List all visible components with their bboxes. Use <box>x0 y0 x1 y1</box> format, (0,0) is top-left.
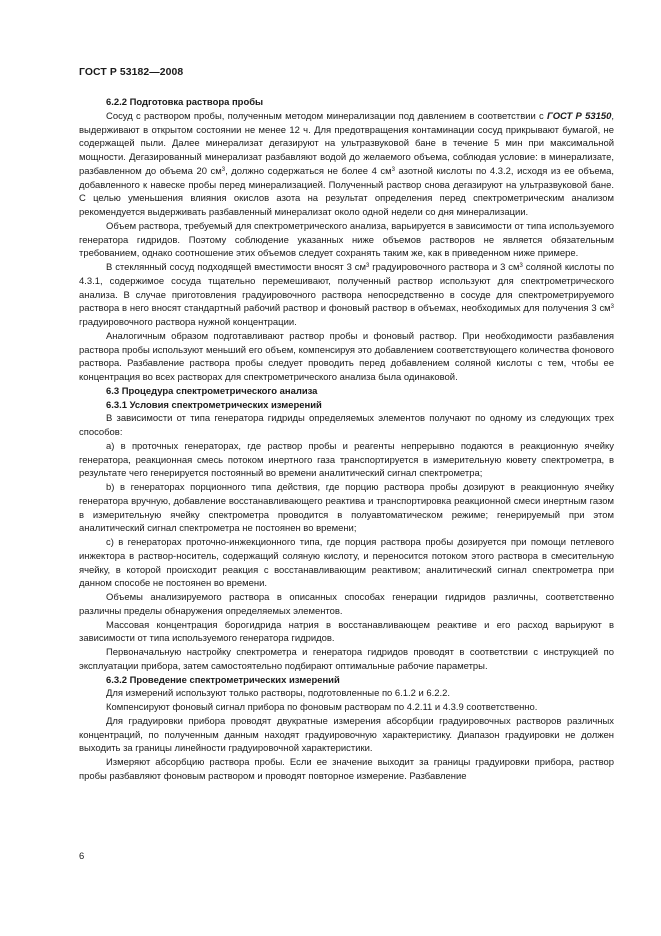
paragraph: В зависимости от типа генератора гидриды определяемых элементов получают по одному из следующих трех способов: <box>79 413 614 438</box>
standard-reference: ГОСТ Р 53150 <box>547 110 612 122</box>
document-header: ГОСТ Р 53182—2008 <box>79 67 184 78</box>
paragraph: Объемы анализируемого раствора в описанных способах генерации гидридов различны, соответственно различны пределы обнаружения определяемых элементов. <box>79 592 614 617</box>
paragraph: Для градуировки прибора проводят двукратные измерения абсорбции градуировочных растворов различных концентраций, по полученным данным находят градуировочную характеристику. Диапазон градуировки не должен выходить за границы линейности градуировочной характеристики. <box>79 715 614 755</box>
paragraph: Сосуд с раствором пробы, полученным методом минерализации под давлением в соответствии с ГОСТ Р 53150, выдерживают в открытом состоянии не менее 12 ч. Для предотвращения контаминации сосуд прикрывают бумагой, не содержащей пыли. Далее минерализат дегазируют на ультразвуковой бане в течение 5 мин при максимальной мощности. Дегазированный минерализат разбавляют водой до желаемого объема, соблюдая условие: в минерализате, разбавленном до объема 20 $см^3$, должно содержаться не более 4 $см^3$ азотной кислоты по 4.3.2, исходя из ее объема, добавленного к навеске пробы перед минерализацией. Полученный раствор снова дегазируют на ультразвуковой бане. С целью уменьшения влияния окислов азота на результат определения перед спектрометрическим анализом рекомендуется выдерживать разбавленный минерализат около одной недели со дня минерализации. <box>79 110 615 218</box>
paragraph: Массовая концентрация борогидрида натрия в восстанавливающем реактиве и его расход варьируют в зависимости от типа используемого генератора гидридов. <box>79 619 614 645</box>
list-item: b) в генераторах порционного типа действия, где порцию раствора пробы дозируют в реакционную ячейку генератора вручную, добавление восстанавливающего реактива и транспортировка реакционной смеси инертным газом в измерительную ячейку спектрометра проводится в полуавтоматическом режиме; генерируемый при этом аналитический сигнал спектрометра не постоянен во времени; <box>79 482 614 535</box>
section-heading-6-2-2: 6.2.2 Подготовка раствора пробы <box>106 97 264 108</box>
paragraph: Измеряют абсорбцию раствора пробы. Если ее значение выходит за границы градуировки прибора, раствор пробы разбавляют фоновым раствором и проводят повторное измерение. Разбавление <box>79 757 614 782</box>
paragraph: Первоначальную настройку спектрометра и генератора гидридов проводят в соответствии с инструкцией по эксплуатации прибора, затем самостоятельно подбирают оптимальные рабочие параметры. <box>79 647 614 672</box>
section-heading-6-3: 6.3 Процедура спектрометрического анализа <box>106 385 318 397</box>
page-number: 6 <box>79 851 85 862</box>
section-heading-6-3-2: 6.3.2 Проведение спектрометрических измерений <box>106 674 340 686</box>
paragraph: Объем раствора, требуемый для спектрометрического анализа, варьируется в зависимости от типа используемого генератора гидридов. Поэтому соблюдение указанных ниже объемов растворов не является обязательным требованием, однако соотношение этих объемов следует сохранять таким же, как в приведенном ниже примере. <box>79 220 614 260</box>
paragraph: Для измерений используют только растворы, подготовленные по 6.1.2 и 6.2.2. <box>106 688 451 700</box>
section-heading-6-3-1: 6.3.1 Условия спектрометрических измерений <box>106 399 322 411</box>
list-item: а) в проточных генераторах, где раствор пробы и реагенты непрерывно подаются в реакционную ячейку генератора, реакционная смесь потоком инертного газа транспортируется в измерительную кювету спектрометра, в результате чего генерируется постоянный во времени аналитический сигнал спектрометра; <box>79 440 614 480</box>
document-body <box>79 96 614 784</box>
paragraph: Аналогичным образом подготавливают раствор пробы и фоновый раствор. При необходимости разбавления раствора пробы используют меньший его объем, компенсируя это добавлением соответствующего количества фонового раствора. Разбавление раствора пробы следует проводить перед добавлением соляной кислоты с тем, чтобы ее концентрация во всех растворах для спектрометрического анализа была одинаковой. <box>79 330 614 383</box>
list-item: с) в генераторах проточно-инжекционного типа, где порция раствора пробы дозируется при помощи петлевого инжектора в раствор-носитель, содержащий соляную кислоту, и переносится потоком этого раствора в смесительную ячейку, в которой происходит реакция с восстанавливающим реактивом; аналитический сигнал спектрометра при данном способе не постоянен во времени. <box>79 537 614 590</box>
paragraph: В стеклянный сосуд подходящей вместимости вносят 3 $см^3$ градуировочного раствора и 3 $см^3$ соляной кислоты по 4.3.1, содержимое сосуда тщательно перемешивают, полученный раствор используют для спектрометрического анализа. В случае приготовления градуировочного раствора непосредственно в сосуде для спектрометрируемого раствора в него вносят стандартный рабочий раствор и фоновый раствор в объемах, необходимых для получения 3 $см^3$ градуировочного раствора нужной концентрации. <box>79 262 614 328</box>
paragraph: Компенсируют фоновый сигнал прибора по фоновым растворам по 4.2.11 и 4.3.9 соответственно. <box>106 702 538 713</box>
